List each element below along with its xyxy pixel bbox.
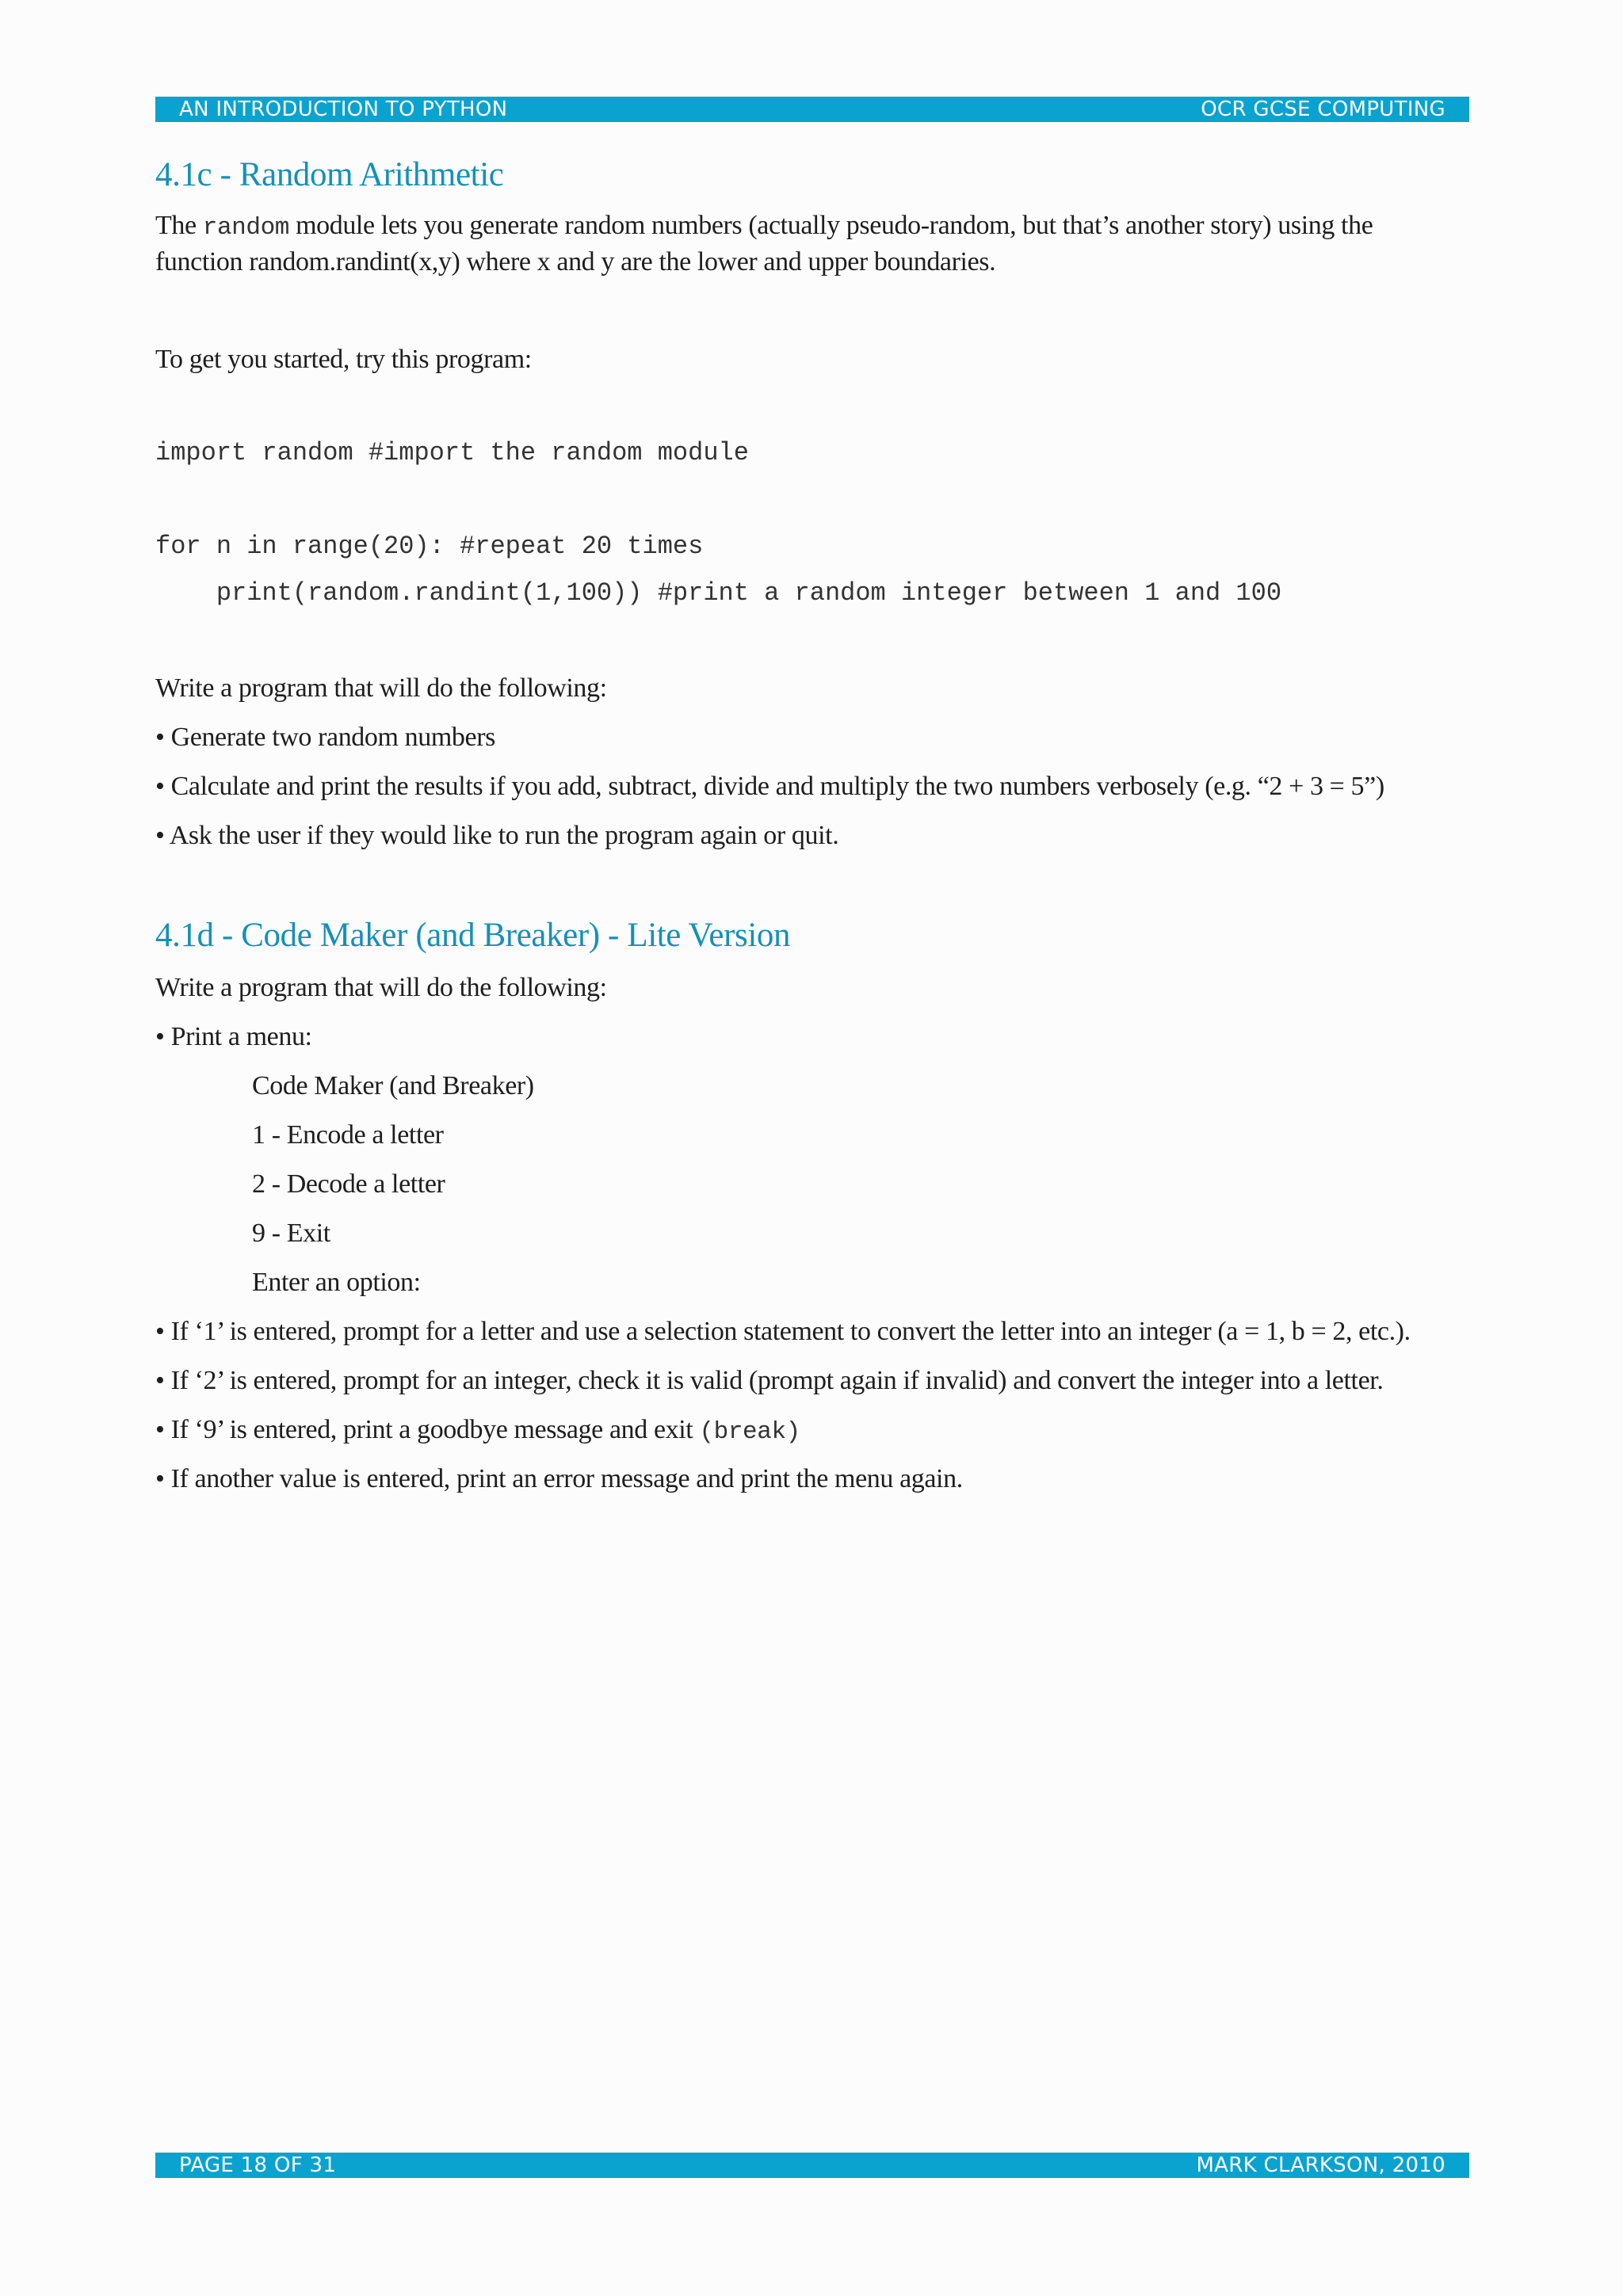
- menu-line: 1 - Encode a letter: [252, 1120, 444, 1150]
- list-item: • Generate two random numbers: [155, 719, 495, 756]
- intro-paragraph-line2: function random.randint(x,y) where x and y are the lower and upper boundaries.: [155, 247, 996, 277]
- code-line-for: for n in range(20): #repeat 20 times: [155, 532, 704, 561]
- footer-page-number: PAGE 18 OF 31: [179, 2153, 337, 2177]
- list-item: [155, 1412, 800, 1451]
- menu-line: Enter an option:: [252, 1268, 421, 1297]
- task-intro-4-1c: Write a program that will do the following:: [155, 673, 607, 703]
- code-line-import: import random #import the random module: [155, 438, 749, 467]
- bullet3-text: If ‘9’ is entered, print a goodbye message and exit: [170, 1415, 700, 1444]
- list-item: • If another value is entered, print an error message and print the menu again.: [155, 1461, 963, 1497]
- page-header: [155, 97, 1469, 122]
- list-item: • If ‘2’ is entered, prompt for an integer, check it is valid (prompt again if invalid) and convert the integer into a letter.: [155, 1363, 1383, 1399]
- section-title-4-1c: 4.1c - Random Arithmetic: [155, 156, 504, 193]
- inline-code-break: (break): [699, 1418, 800, 1446]
- list-item: • If ‘1’ is entered, prompt for a letter and use a selection statement to convert the letter into an integer (a = 1, b = 2, etc.).: [155, 1314, 1411, 1350]
- try-text: To get you started, try this program:: [155, 345, 532, 374]
- list-item-print-menu: • Print a menu:: [155, 1019, 312, 1055]
- list-item: • Ask the user if they would like to run the program again or quit.: [155, 818, 838, 854]
- intro-text-pre: The: [155, 211, 203, 240]
- intro-text-post: module lets you generate random numbers (actually pseudo-random, but that’s another story) using the: [288, 211, 1373, 240]
- menu-line: Code Maker (and Breaker): [252, 1071, 534, 1100]
- menu-line: 2 - Decode a letter: [252, 1169, 445, 1199]
- menu-line: 9 - Exit: [252, 1219, 330, 1248]
- header-left: AN INTRODUCTION TO PYTHON: [179, 97, 508, 121]
- task-intro-4-1d: Write a program that will do the following:: [155, 973, 607, 1002]
- list-item: • Calculate and print the results if you add, subtract, divide and multiply the two numbers verbosely (e.g. “2 + 3 = 5”): [155, 769, 1384, 805]
- intro-paragraph-line1: [155, 208, 1373, 246]
- header-right: OCR GCSE COMPUTING: [1201, 97, 1445, 121]
- page-footer: [155, 2153, 1469, 2178]
- code-line-print: print(random.randint(1,100)) #print a random integer between 1 and 100: [155, 578, 1282, 608]
- section-title-4-1d: 4.1d - Code Maker (and Breaker) - Lite Version: [155, 917, 791, 954]
- footer-author: MARK CLARKSON, 2010: [1196, 2153, 1445, 2177]
- inline-code-random: random: [202, 214, 289, 242]
